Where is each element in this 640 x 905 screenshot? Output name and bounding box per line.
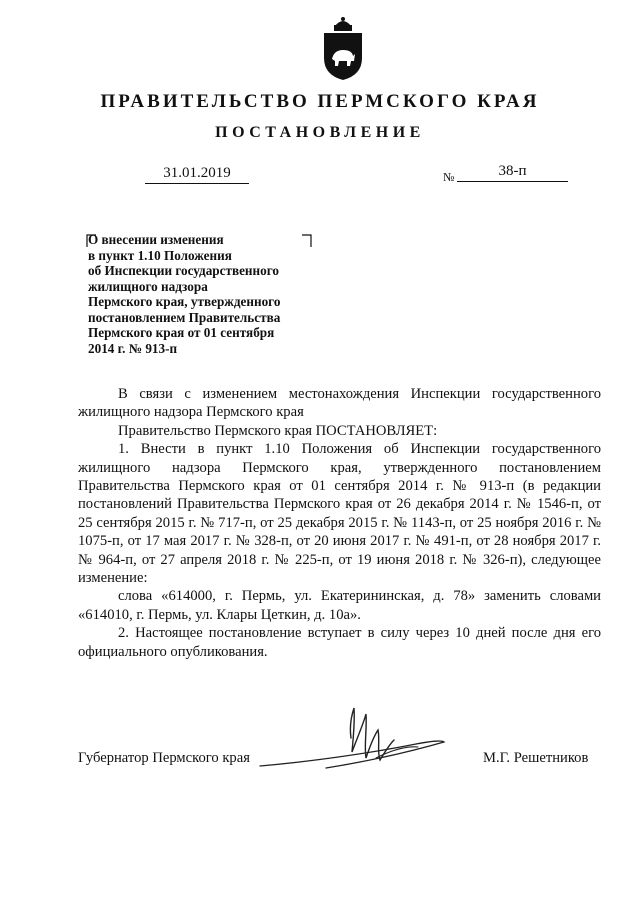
signatory-title: Губернатор Пермского края [78, 750, 250, 766]
subject-line: об Инспекции государственного [88, 263, 279, 278]
subject-line: Пермского края, утвержденного [88, 294, 281, 309]
subject-line: в пункт 1.10 Положения [88, 247, 232, 263]
body-paragraph: слова «614000, г. Пермь, ул. Екатерининская, д. 78» заменить словами «614010, г. Пермь, ул. Клары Цеткин, д. 10а». [78, 588, 601, 623]
subject-line: жилищного надзора [88, 278, 208, 294]
number-sign: № [443, 170, 455, 184]
body-paragraph: В связи с изменением местонахождения Инспекции государственного жилищного надзора Пермского края [78, 386, 601, 421]
document-type: ПОСТАНОВЛЕНИЕ [215, 124, 425, 141]
subject-line: Пермского края от 01 сентября [88, 325, 275, 340]
body-paragraph: 1. Внести в пункт 1.10 Положения об Инспекции государственного жилищного надзора Пермского края, утвержденного постановлением Правительства Пермского края от 01 сентября 2014 г. № 913-п (в редакции постановлений Правительства Пермского края от 26 декабря 2014 г. № 1546-п, от 25 сентября 2015 г. № 717-п, от 25 декабря 2015 г. № 1143-п, от 25 ноября 2016 г. № 1075-п, от 17 мая 2017 г. № 328-п, от 20 июня 2017 г. № 491-п, от 28 ноября 2017 г. № 964-п, от 27 апреля 2018 г. № 225-п, от 19 июня 2018 г. № 326-п), следующее изменение: [78, 441, 601, 587]
perm-krai-coat-of-arms-icon [318, 12, 368, 82]
signatory-name: М.Г. Решетников [483, 750, 589, 766]
document-number: 38-п [457, 163, 568, 182]
document-date: 31.01.2019 [145, 165, 249, 184]
document-body [78, 385, 601, 661]
subject-line: О внесении изменения [88, 232, 224, 247]
government-title: ПРАВИТЕЛЬСТВО ПЕРМСКОГО КРАЯ [100, 91, 540, 112]
document-subject [88, 232, 328, 356]
body-paragraph: Правительство Пермского края ПОСТАНОВЛЯЕТ: [118, 422, 438, 439]
subject-line: 2014 г. № 913-п [88, 340, 178, 356]
body-paragraph: 2. Настоящее постановление вступает в силу через 10 дней после дня его официального опубликования. [78, 625, 601, 660]
handwritten-signature-icon [256, 700, 446, 790]
subject-line: постановлением Правительства [88, 309, 281, 325]
